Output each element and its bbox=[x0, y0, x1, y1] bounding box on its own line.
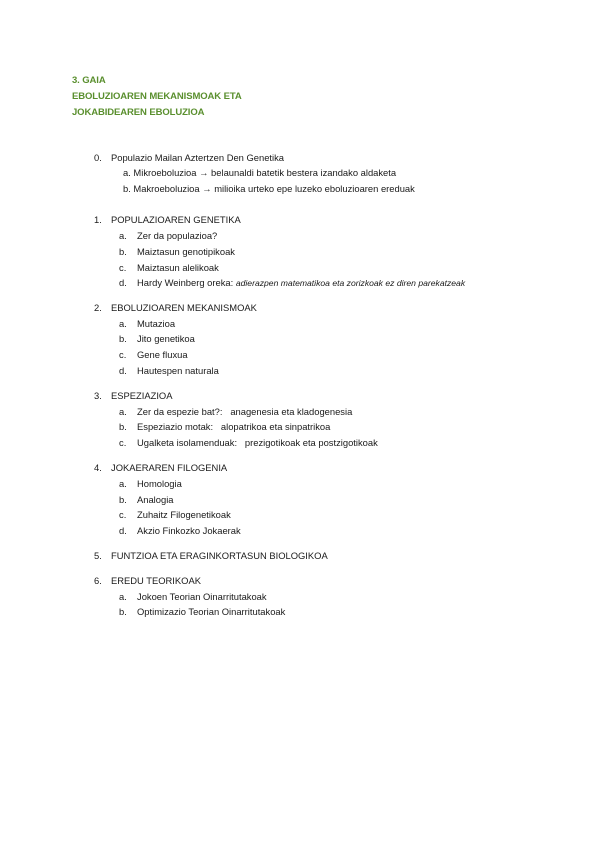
item-letter: a. bbox=[119, 230, 127, 241]
item-text: Jokoen Teorian Oinarritutakoak bbox=[137, 591, 267, 602]
item-letter: a. bbox=[119, 591, 127, 602]
section-title: EBOLUZIOAREN MEKANISMOAK bbox=[111, 302, 257, 313]
intro-item: a. Mikroeboluzioa → belaunaldi batetik bestera izandako aldaketa bbox=[123, 167, 397, 178]
item-text: Maiztasun genotipikoak bbox=[137, 246, 235, 257]
section-number: 2. bbox=[94, 302, 102, 313]
section-title: ESPEZIAZIOA bbox=[111, 390, 173, 401]
header-topic-number: 3. GAIA bbox=[72, 75, 106, 86]
item-text bbox=[137, 437, 378, 449]
item-letter: b. bbox=[119, 246, 127, 257]
item-text: Akzio Finkozko Jokaerak bbox=[137, 525, 241, 536]
item-text: Analogia bbox=[137, 494, 174, 505]
item-label: Espeziazio motak: bbox=[137, 421, 214, 432]
item-detail: prezigotikoak eta postzigotikoak bbox=[244, 437, 378, 448]
item-label: Zer da espezie bat?: bbox=[137, 406, 223, 417]
item-letter: b. bbox=[119, 606, 127, 617]
header-title-line-2: JOKABIDEAREN EBOLUZIOA bbox=[72, 107, 205, 118]
item-letter: c. bbox=[119, 509, 127, 520]
section-title: FUNTZIOA ETA ERAGINKORTASUN BIOLOGIKOA bbox=[111, 550, 328, 561]
item-letter: d. bbox=[119, 277, 127, 288]
item-text bbox=[137, 406, 352, 418]
item-letter: a. bbox=[119, 318, 127, 329]
section-number: 4. bbox=[94, 462, 102, 473]
item-text: Homologia bbox=[137, 478, 182, 489]
item-text: Zuhaitz Filogenetikoak bbox=[137, 509, 231, 520]
section-title: EREDU TEORIKOAK bbox=[111, 575, 201, 586]
item-letter: d. bbox=[119, 365, 127, 376]
item-letter: b. bbox=[119, 333, 127, 344]
item-text: Zer da populazioa? bbox=[137, 230, 218, 241]
item-text bbox=[137, 421, 330, 433]
item-letter: a. bbox=[119, 478, 127, 489]
item-text: Optimizazio Teorian Oinarritutakoak bbox=[137, 606, 286, 617]
item-text: Hautespen naturala bbox=[137, 365, 219, 376]
section-title: JOKAERAREN FILOGENIA bbox=[111, 462, 228, 473]
item-letter: c. bbox=[119, 262, 127, 273]
item-letter: d. bbox=[119, 525, 127, 536]
section-title: POPULAZIOAREN GENETIKA bbox=[111, 214, 241, 225]
section-number: 6. bbox=[94, 575, 102, 586]
header-title-line-1: EBOLUZIOAREN MEKANISMOAK ETA bbox=[72, 91, 242, 102]
item-letter: b. bbox=[119, 494, 127, 505]
item-letter: c. bbox=[119, 437, 127, 448]
item-detail: anagenesia eta kladogenesia bbox=[230, 406, 353, 417]
document-header bbox=[72, 73, 242, 121]
item-text: Gene fluxua bbox=[137, 349, 188, 360]
item-text: Maiztasun alelikoak bbox=[137, 262, 219, 273]
item-text: Jito genetikoa bbox=[137, 333, 195, 344]
section-number: 1. bbox=[94, 214, 102, 225]
item-text bbox=[137, 277, 465, 289]
section-number: 5. bbox=[94, 550, 102, 561]
item-note: adierazpen matematikoa eta zorizkoak ez diren parekatzeak bbox=[235, 278, 466, 288]
item-detail: alopatrikoa eta sinpatrikoa bbox=[220, 421, 331, 432]
item-label: Ugalketa isolamenduak: bbox=[137, 437, 238, 448]
intro-title: Populazio Mailan Aztertzen Den Genetika bbox=[111, 152, 285, 163]
item-label: Hardy Weinberg oreka: bbox=[137, 277, 234, 288]
item-text: Mutazioa bbox=[137, 318, 176, 329]
intro-item: b. Makroeboluzioa → milioika urteko epe luzeko eboluzioaren ereduak bbox=[123, 183, 415, 194]
item-letter: a. bbox=[119, 406, 127, 417]
item-letter: b. bbox=[119, 421, 127, 432]
item-letter: c. bbox=[119, 349, 127, 360]
intro-number: 0. bbox=[94, 152, 102, 163]
section-number: 3. bbox=[94, 390, 102, 401]
